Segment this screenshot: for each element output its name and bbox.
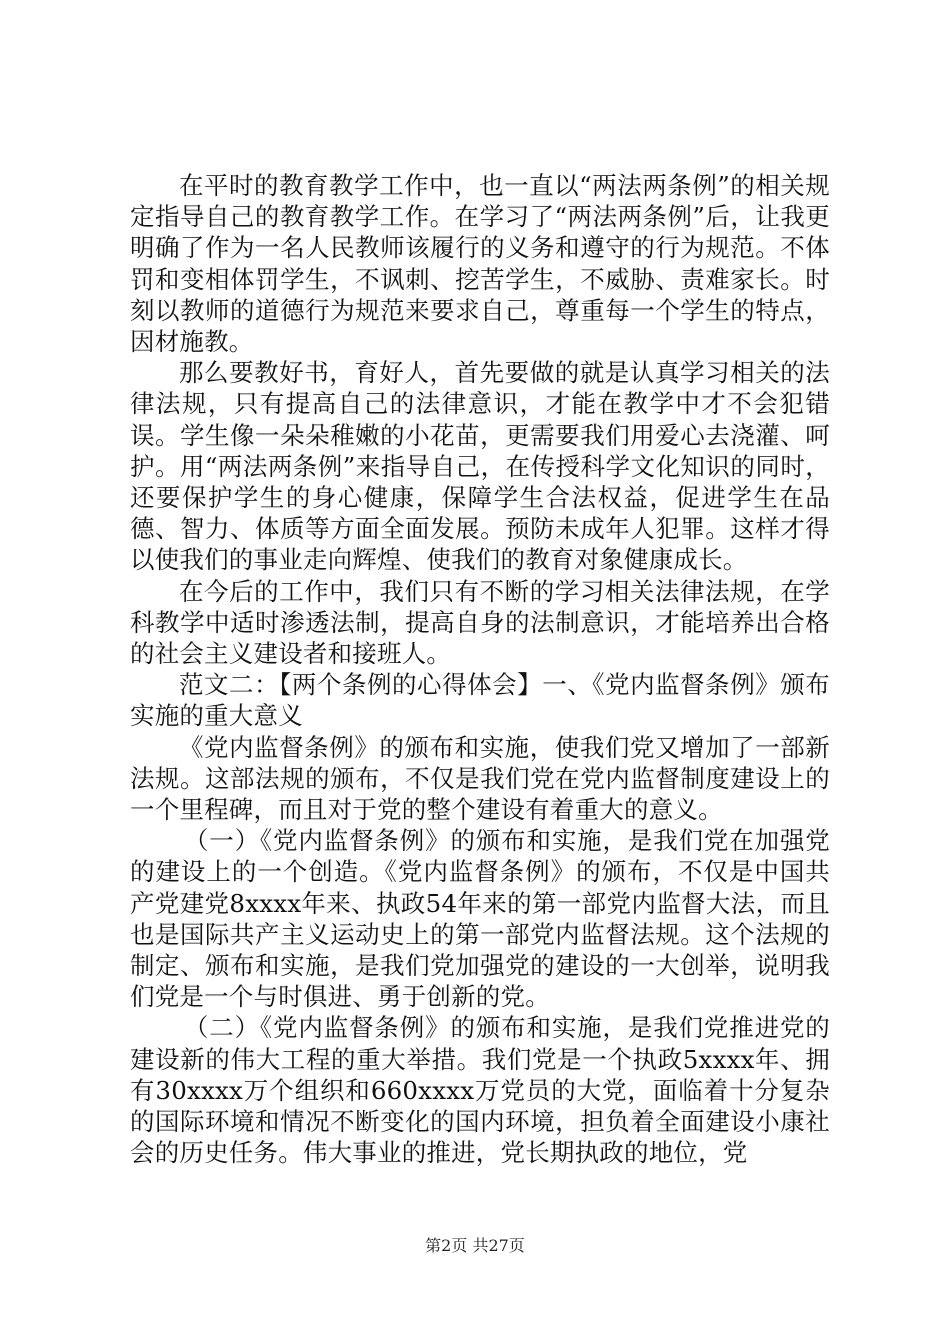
paragraph-future-work: 在今后的工作中，我们只有不断的学习相关法律法规，在学科教学中适时渗透法制，提高自身的法制意识，才能培养出合格的社会主义建设者和接班人。: [130, 576, 830, 669]
paragraph-point-two: （二）《党内监督条例》的颁布和实施，是我们党推进党的建设新的伟大工程的重大举措。我们党是一个执政5xxxx年、拥有30xxxx万个组织和660xxxx万党员的大党，面临着十分复杂的国际环境和情况不断变化的国内环境，担负着全面建设小康社会的历史任务。伟大事业的推进，党长期执政的地位，党: [130, 1013, 830, 1168]
paragraph-legal-guidance: 在平时的教育教学工作中，也一直以“两法两条例”的相关规定指导自己的教育教学工作。在学习了“两法两条例”后，让我更明确了作为一名人民教师该履行的义务和遵守的行为规范。不体罚和变相体罚学生，不讽刺、挖苦学生，不威胁、责难家长。时刻以教师的道德行为规范来要求自己，尊重每一个学生的特点，因材施教。: [130, 171, 830, 357]
paragraph-regulation-significance: 《党内监督条例》的颁布和实施，使我们党又增加了一部新法规。这部法规的颁布，不仅是我们党在党内监督制度建设上的一个里程碑，而且对于党的整个建设有着重大的意义。: [130, 732, 830, 825]
paragraph-point-one: （一）《党内监督条例》的颁布和实施，是我们党在加强党的建设上的一个创造。《党内监督条例》的颁布，不仅是中国共产党建党8xxxx年来、执政54年来的第一部党内监督大法，而且也是国际共产主义运动史上的第一部党内监督法规。这个法规的制定、颁布和实施，是我们党加强党的建设的一大创举，说明我们党是一个与时俱进、勇于创新的党。: [130, 826, 830, 1012]
document-body: [130, 170, 830, 1169]
page-number-footer: 第2页 共27页: [425, 1236, 525, 1255]
paragraph-sample-two-heading: 范文二：【两个条例的心得体会】一、《党内监督条例》颁布实施的重大意义: [130, 670, 830, 731]
paragraph-teaching-well: 那么要教好书，育好人，首先要做的就是认真学习相关的法律法规，只有提高自己的法律意识，才能在教学中才不会犯错误。学生像一朵朵稚嫩的小花苗，更需要我们用爱心去浇灌、呵护。用“两法两条例”来指导自己，在传授科学文化知识的同时，还要保护学生的身心健康，保障学生合法权益，促进学生在品德、智力、体质等方面全面发展。预防未成年人犯罪。这样才得以使我们的事业走向辉煌、使我们的教育对象健康成长。: [130, 358, 830, 575]
